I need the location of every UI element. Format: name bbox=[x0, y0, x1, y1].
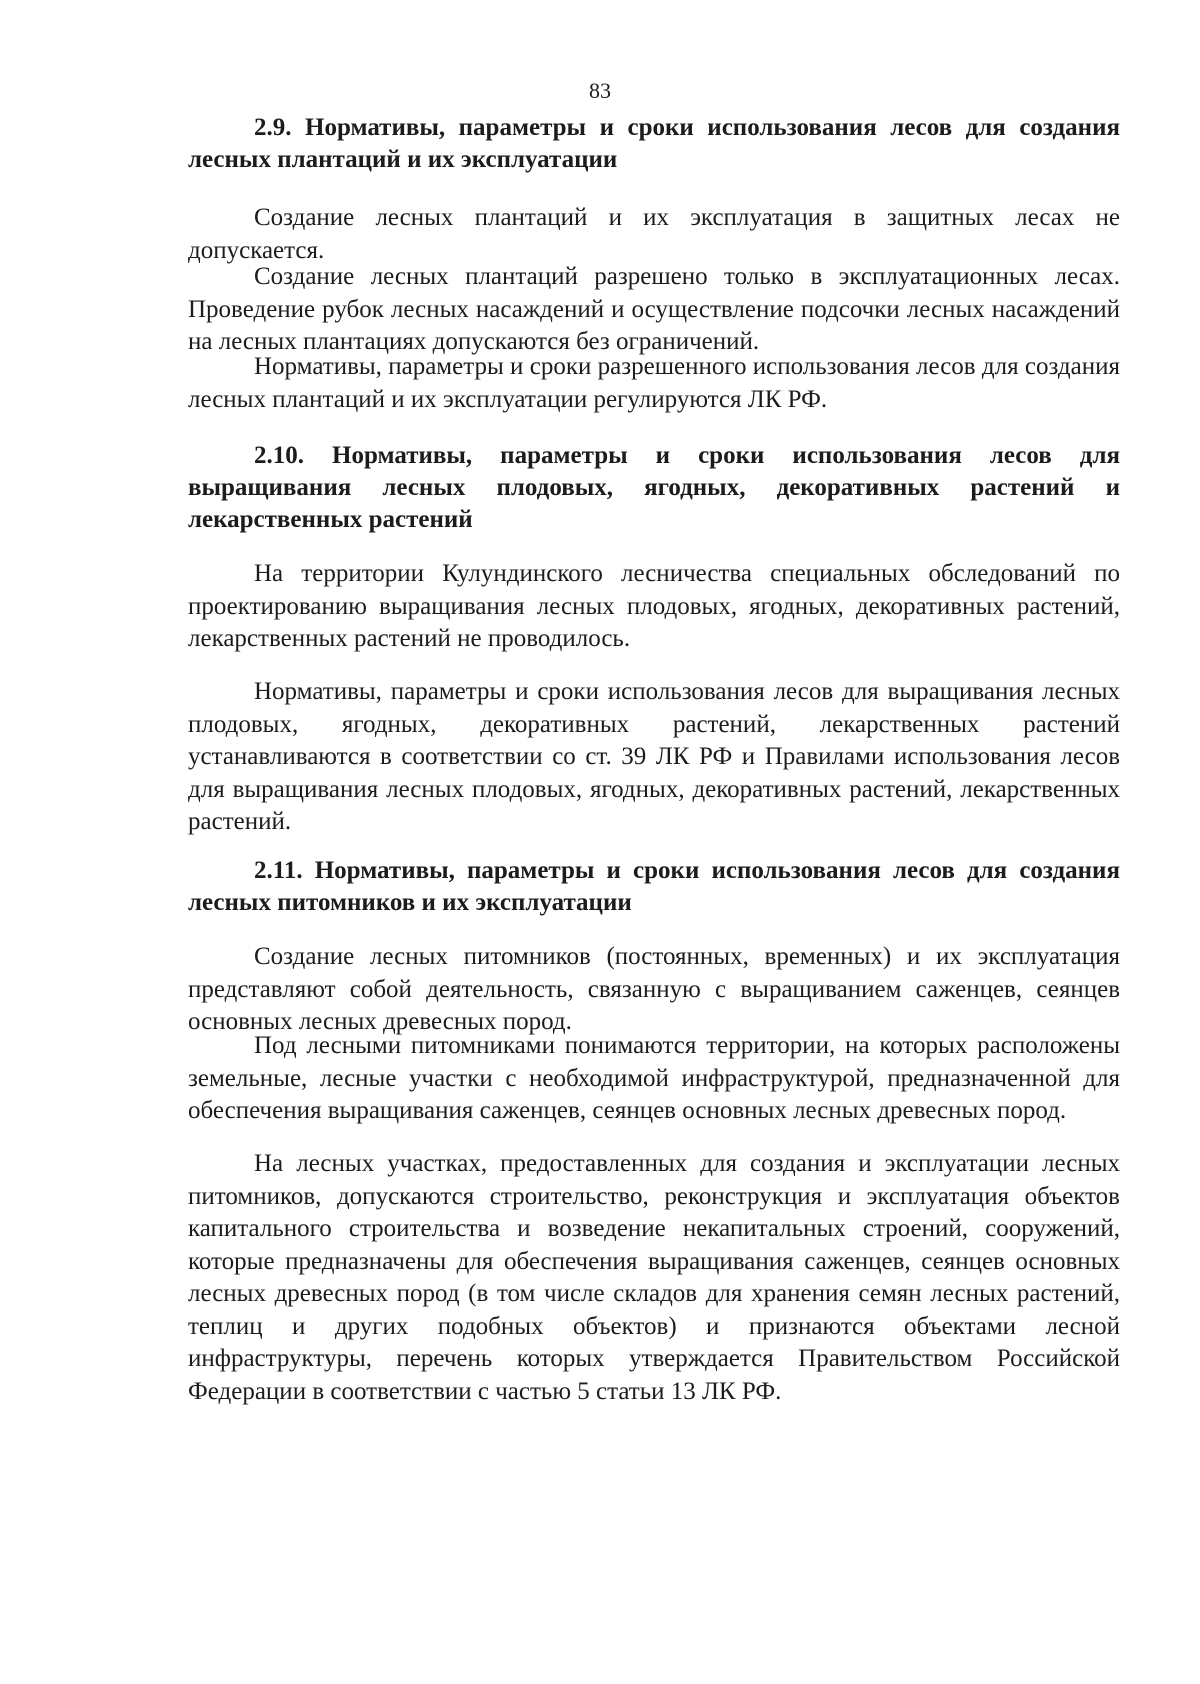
paragraph: Под лесными питомниками понимаются территории, на которых расположены земельные, лесные участки с необходимой инфраструктурой, предназначенной для обеспечения выращивания саженцев, сеянцев основных лесных древесных пород. bbox=[188, 1032, 1120, 1124]
section-2-9-heading-block bbox=[188, 112, 1120, 176]
section-2-11-para-1 bbox=[188, 941, 1120, 1039]
section-2-11-heading-block bbox=[188, 855, 1120, 919]
section-2-11-para-3 bbox=[188, 1148, 1120, 1408]
paragraph: На лесных участках, предоставленных для создания и эксплуатации лесных питомников, допускаются строительство, реконструкция и эксплуатация объектов капитального строительства и возведение некапитальных строений, сооружений, которые предназначены для обеспечения выращивания саженцев, сеянцев основных лесных древесных пород (в том числе складов для хранения семян лесных растений, теплиц и других подобных объектов) и признаются объектами лесной инфраструктуры, перечень которых утверждается Правительством Российской Федерации в соответствии с частью 5 статьи 13 ЛК РФ. bbox=[188, 1150, 1120, 1405]
section-2-9-para-1 bbox=[188, 202, 1120, 267]
section-heading: 2.10. Нормативы, параметры и сроки использования лесов для выращивания лесных плодовых, ягодных, декоративных растений и лекарственных растений bbox=[188, 442, 1120, 533]
paragraph: Создание лесных плантаций и их эксплуатация в защитных лесах не допускается. bbox=[188, 204, 1120, 264]
paragraph: Создание лесных питомников (постоянных, временных) и их эксплуатация представляют собой деятельность, связанную с выращиванием саженцев, сеянцев основных лесных древесных пород. bbox=[188, 943, 1120, 1035]
section-2-9-para-2 bbox=[188, 261, 1120, 359]
section-2-10-heading-block bbox=[188, 440, 1120, 536]
paragraph: Нормативы, параметры и сроки использования лесов для выращивания лесных плодовых, ягодных, декоративных растений, лекарственных растений устанавливаются в соответствии со ст. 39 ЛК РФ и Правилами использования лесов для выращивания лесных плодовых, ягодных, декоративных растений, лекарственных растений. bbox=[188, 678, 1120, 835]
section-2-10-para-1 bbox=[188, 558, 1120, 656]
section-heading: 2.9. Нормативы, параметры и сроки использования лесов для создания лесных плантаций и их эксплуатации bbox=[188, 114, 1120, 173]
page-number: 83 bbox=[589, 78, 611, 103]
section-heading: 2.11. Нормативы, параметры и сроки использования лесов для создания лесных питомников и их эксплуатации bbox=[188, 857, 1120, 916]
paragraph: Создание лесных плантаций разрешено только в эксплуатационных лесах. Проведение рубок лесных насаждений и осуществление подсочки лесных насаждений на лесных плантациях допускаются без ограничений. bbox=[188, 263, 1120, 355]
section-2-9-para-3 bbox=[188, 351, 1120, 416]
section-2-10-para-2 bbox=[188, 676, 1120, 839]
paragraph: Нормативы, параметры и сроки разрешенного использования лесов для создания лесных плантаций и их эксплуатации регулируются ЛК РФ. bbox=[188, 353, 1120, 413]
paragraph: На территории Кулундинского лесничества специальных обследований по проектированию выращивания лесных плодовых, ягодных, декоративных растений, лекарственных растений не проводилось. bbox=[188, 560, 1120, 652]
section-2-11-para-2 bbox=[188, 1030, 1120, 1128]
